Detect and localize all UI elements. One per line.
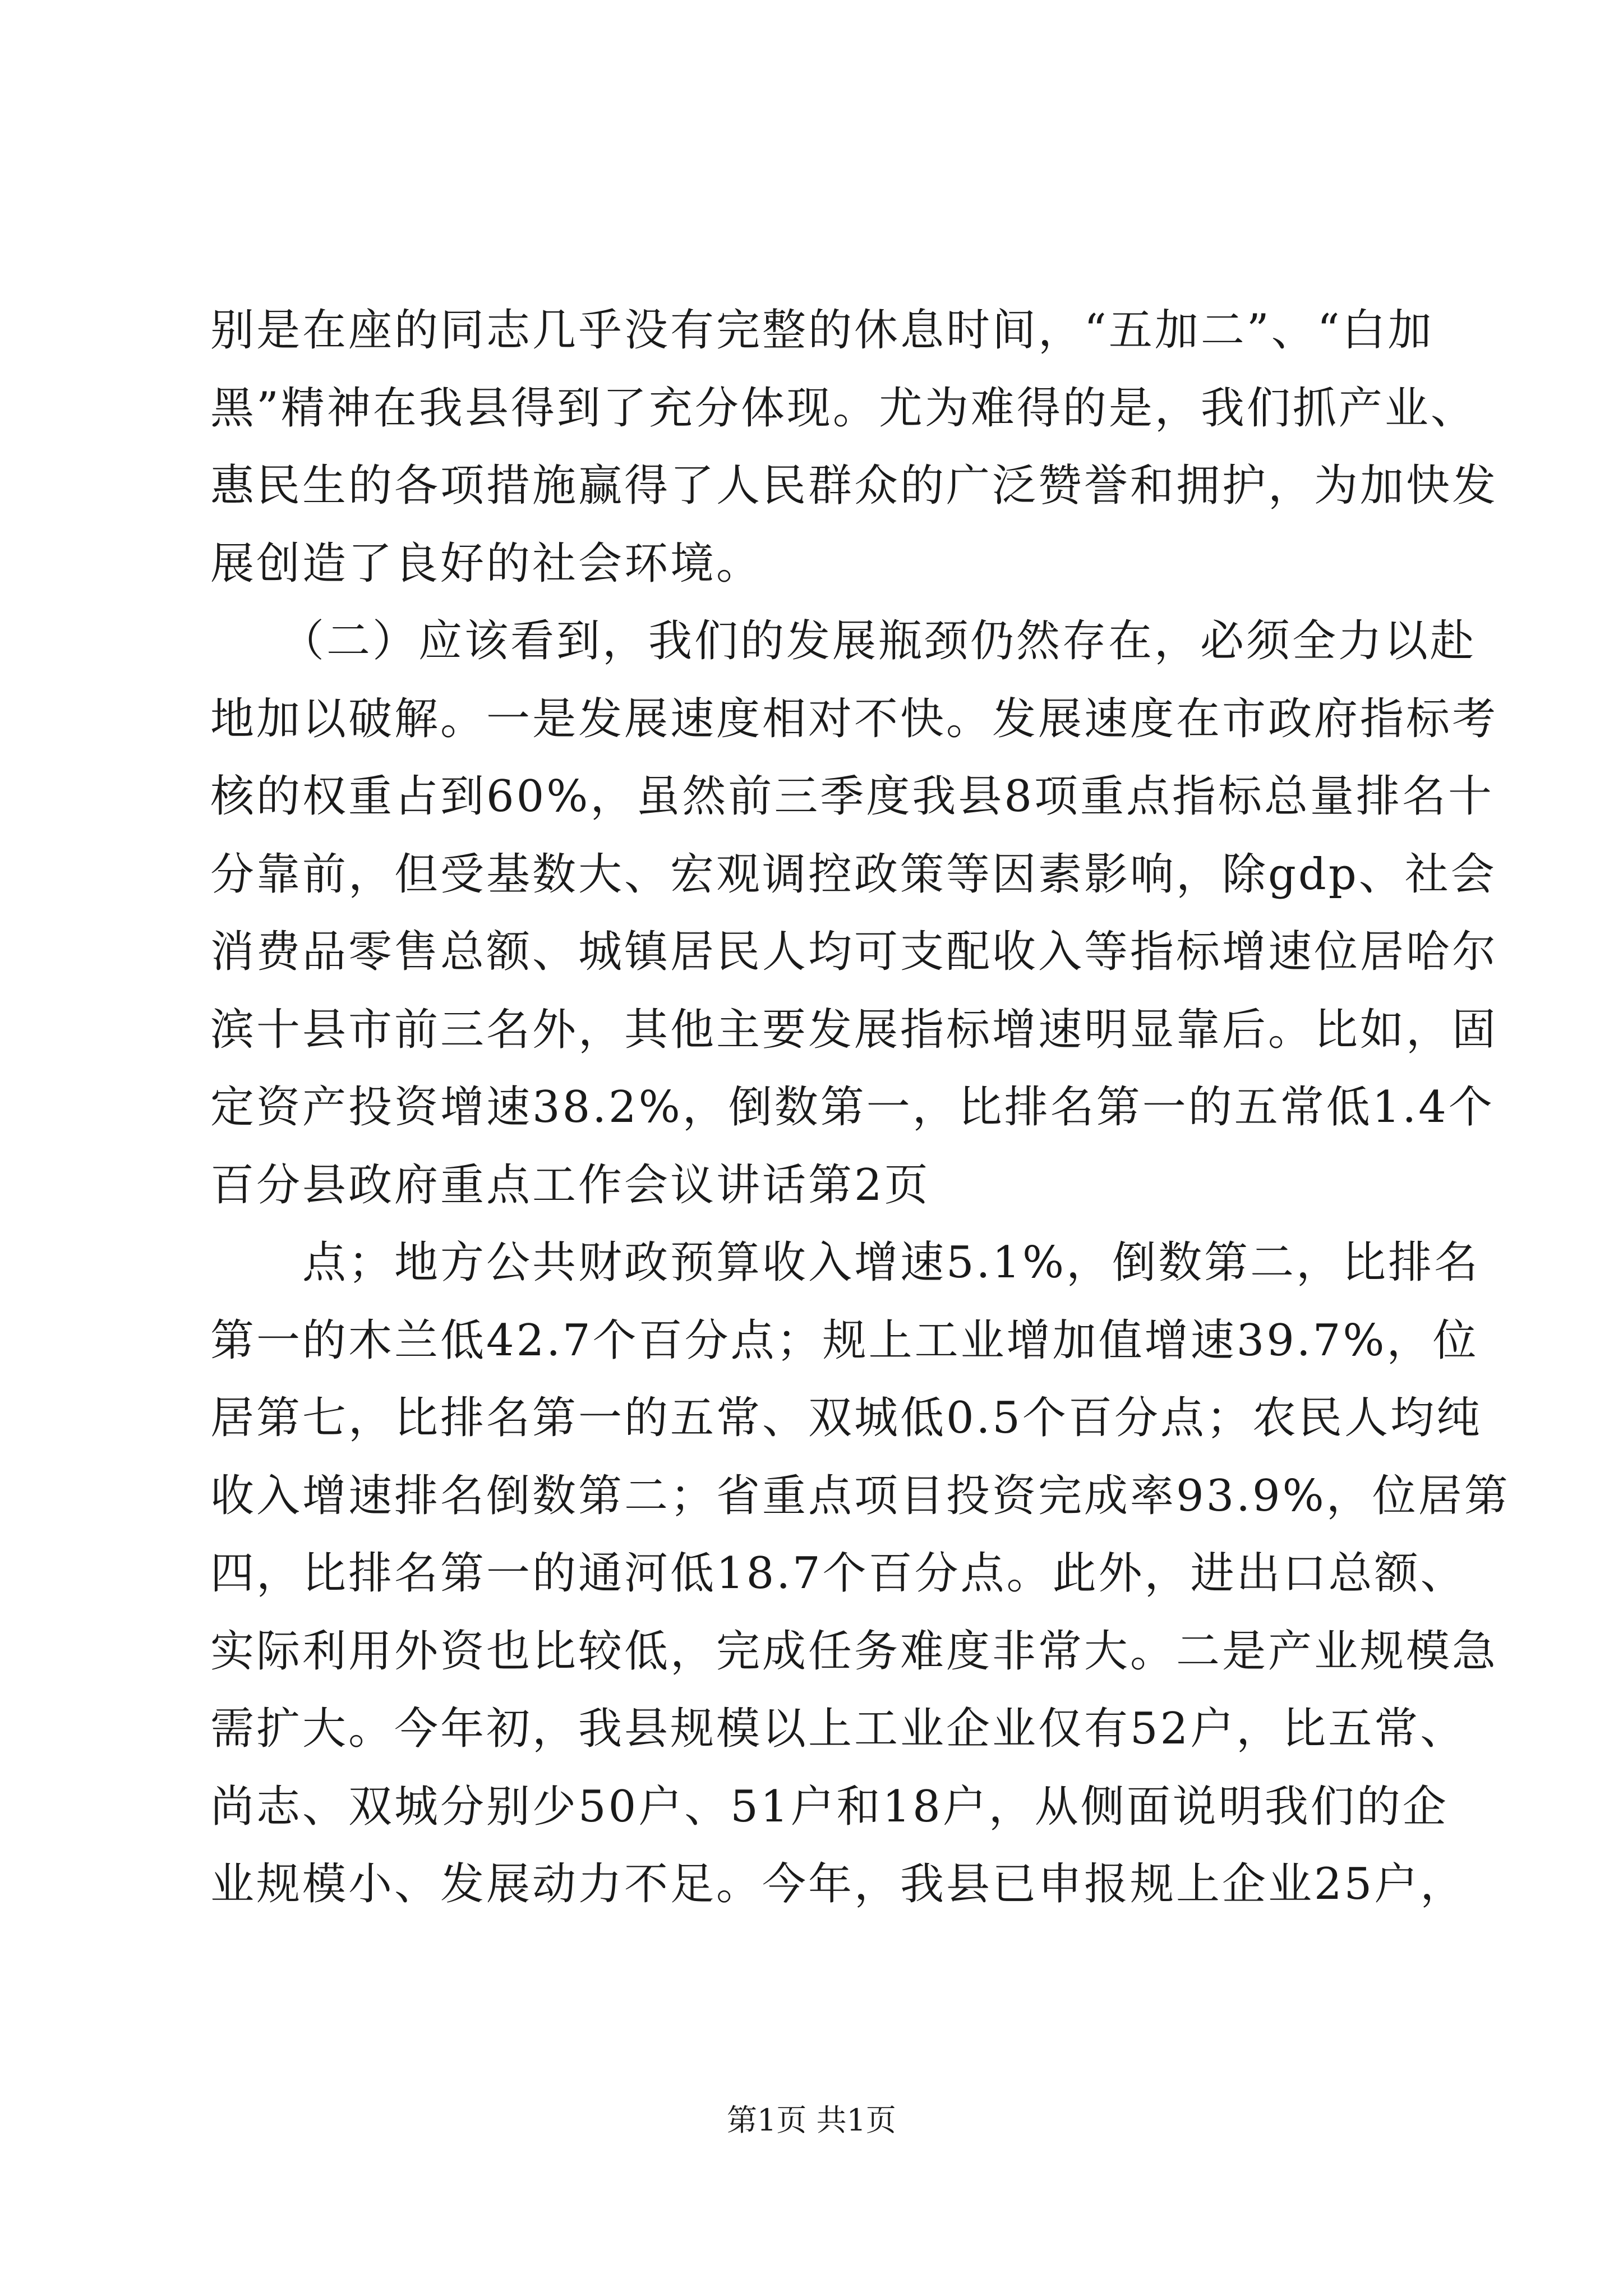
- text-line: 点；地方公共财政预算收入增速5.1%，倒数第二，比排名: [210, 1237, 1481, 1288]
- text-line: 四，比排名第一的通河低18.7个百分点。此外，进出口总额、: [210, 1548, 1467, 1599]
- text-line: 百分县政府重点工作会议讲话第2页: [210, 1159, 930, 1211]
- text-line: 地加以破解。一是发展速度相对不快。发展速度在市政府指标考: [210, 693, 1498, 744]
- text-line: 惠民生的各项措施赢得了人民群众的广泛赞誉和拥护，为加快发: [210, 461, 1498, 511]
- text-line: 需扩大。今年初，我县规模以上工业企业仅有52户，比五常、: [210, 1704, 1467, 1754]
- page-footer: 第1页 共1页: [727, 2102, 896, 2138]
- body-text: [210, 292, 1510, 1924]
- text-line: 别是在座的同志几乎没有完整的休息时间，“五加二”、“白加: [210, 305, 1434, 356]
- text-line: 黑”精神在我县得到了充分体现。尤为难得的是，我们抓产业、: [210, 383, 1477, 434]
- text-line: 滨十县市前三名外，其他主要发展指标增速明显靠后。比如，固: [210, 1004, 1498, 1055]
- text-line: 消费品零售总额、城镇居民人均可支配收入等指标增速位居哈尔: [210, 927, 1498, 977]
- text-line: 展创造了良好的社会环境。: [210, 538, 763, 589]
- text-line: 居第七，比排名第一的五常、双城低0.5个百分点；农民人均纯: [210, 1393, 1483, 1443]
- text-line: （二）应该看到，我们的发展瓶颈仍然存在，必须全力以赴: [210, 616, 1477, 666]
- text-line: 核的权重占到60%，虽然前三季度我县8项重点指标总量排名十: [210, 771, 1494, 822]
- text-line: 尚志、双城分别少50户、51户和18户，从侧面说明我们的企: [210, 1781, 1449, 1832]
- text-line: 实际利用外资也比较低，完成任务难度非常大。二是产业规模急: [210, 1626, 1498, 1677]
- text-line: 第一的木兰低42.7个百分点；规上工业增加值增速39.7%，位: [210, 1315, 1479, 1366]
- text-line: 收入增速排名倒数第二；省重点项目投资完成率93.9%，位居第: [210, 1470, 1510, 1521]
- text-line: 定资产投资增速38.2%，倒数第一，比排名第一的五常低1.4个: [210, 1082, 1495, 1133]
- text-line: 业规模小、发展动力不足。今年，我县已申报规上企业25户，: [210, 1859, 1467, 1910]
- text-line: 分靠前，但受基数大、宏观调控政策等因素影响，除gdp、社会: [210, 849, 1497, 900]
